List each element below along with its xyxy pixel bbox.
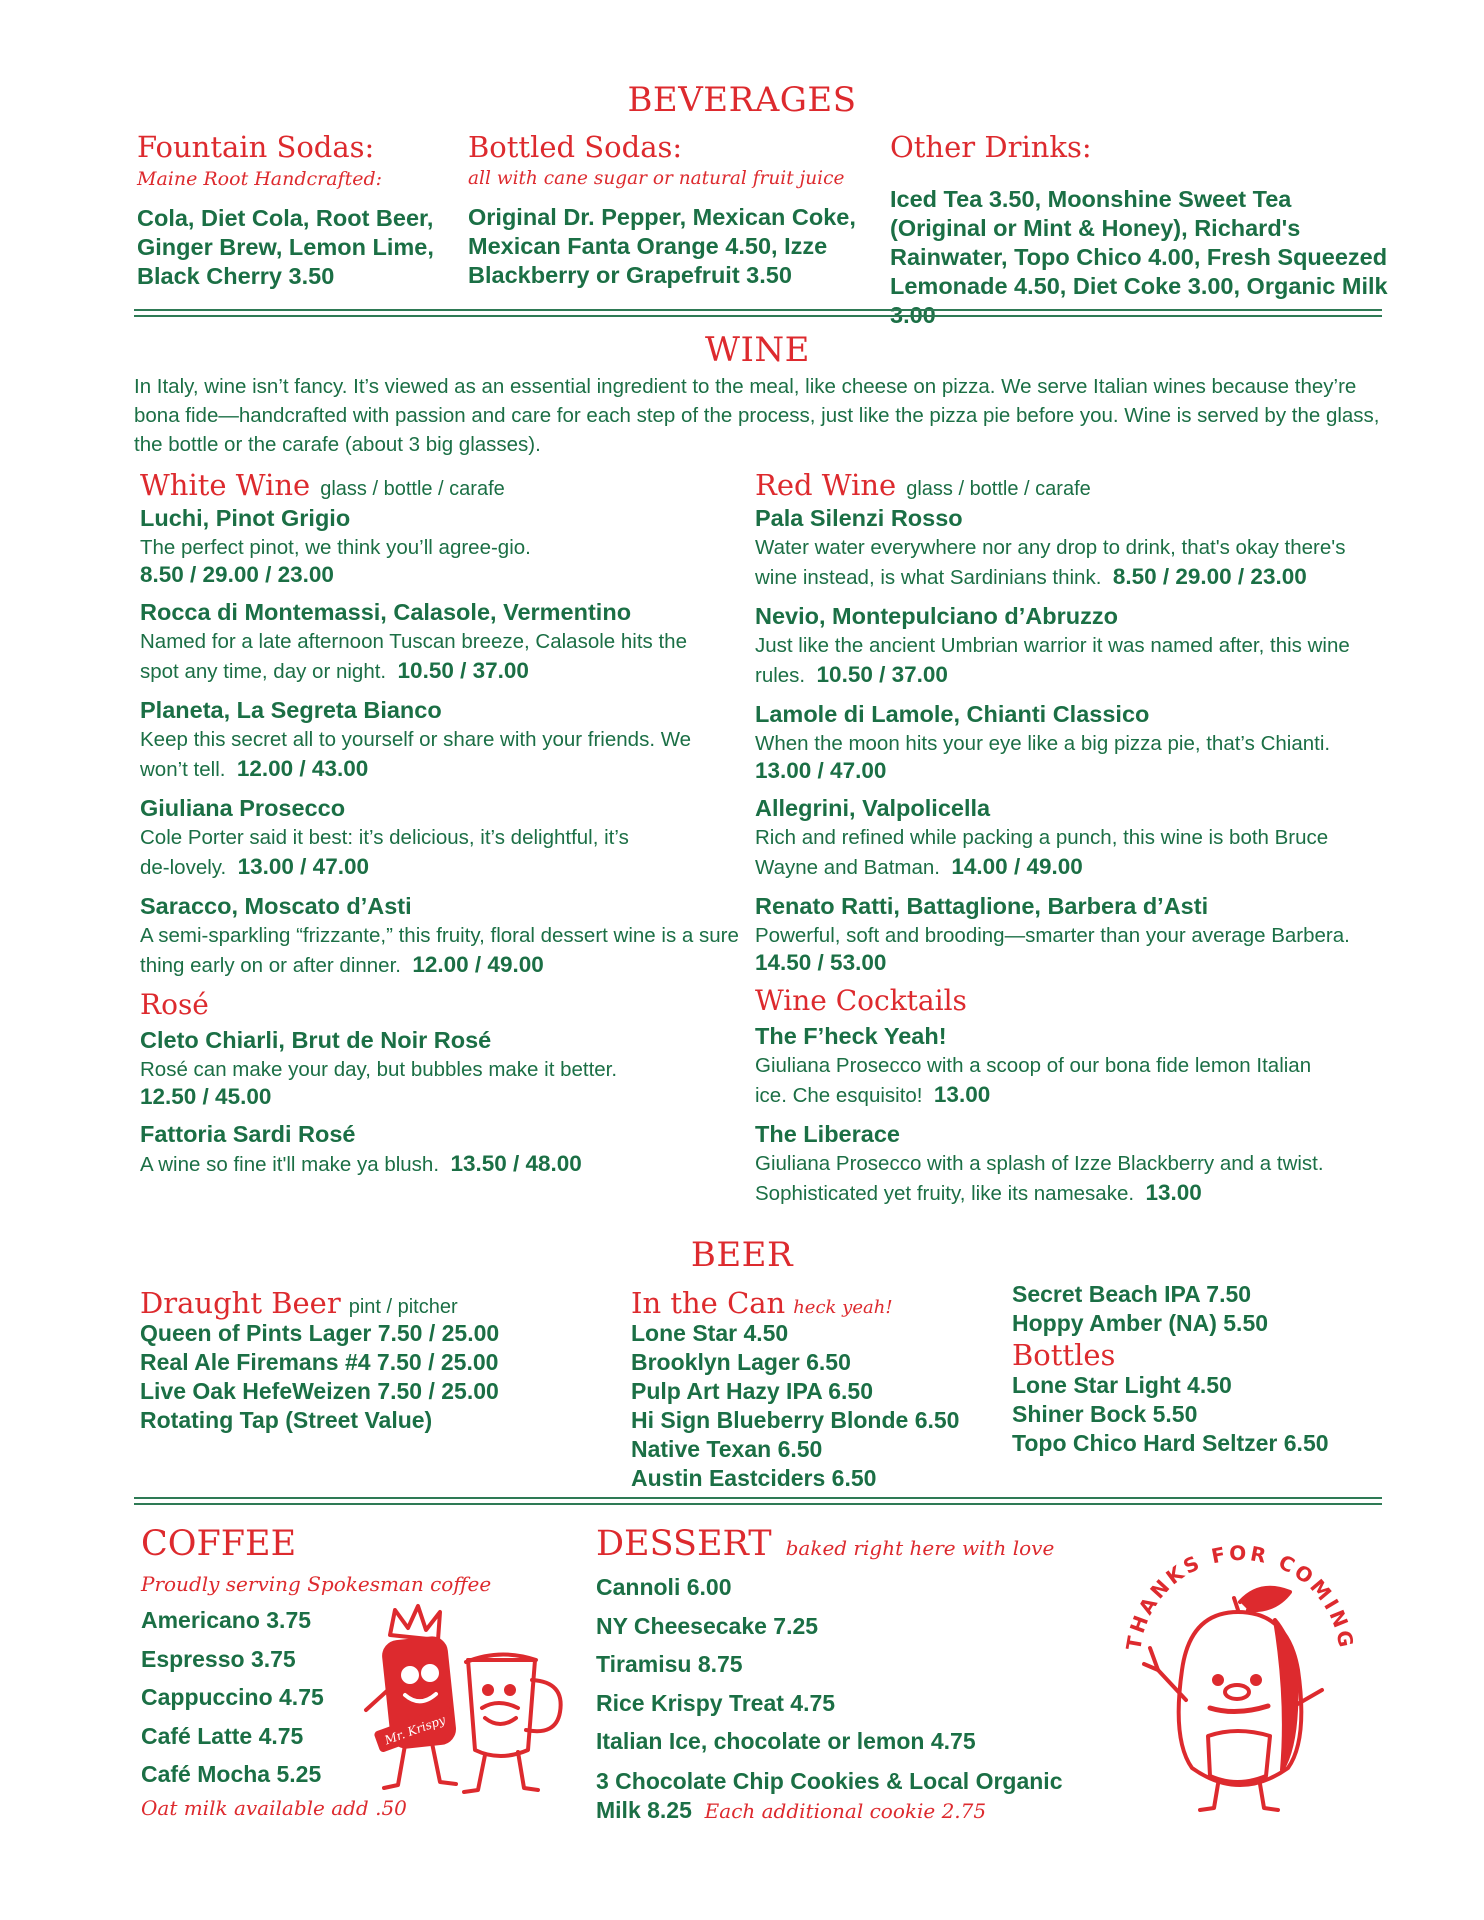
wine-description: When the moon hits your eye like a big pizza pie, that’s Chianti. bbox=[755, 732, 1331, 755]
wine-description-text: A wine so fine it'll make ya blush. bbox=[140, 1153, 440, 1176]
wine-description-text: Giuliana Prosecco with a splash of Izze Blackberry and a twist. Sophisticated yet fruity, like its namesake. bbox=[755, 1152, 1324, 1205]
wine-item bbox=[755, 794, 1385, 882]
coffee-title: COFFEE bbox=[141, 1524, 297, 1564]
white-wine-sizes: glass / bottle / carafe bbox=[320, 478, 505, 500]
list-item bbox=[596, 1767, 1116, 1826]
wine-item bbox=[140, 696, 740, 784]
wine-description bbox=[755, 631, 1355, 690]
fountain-sodas-column bbox=[137, 130, 467, 291]
white-wine-header bbox=[140, 468, 740, 504]
wine-price: 14.50 / 53.00 bbox=[755, 950, 887, 975]
draught-beer-column bbox=[140, 1286, 610, 1435]
wine-price: 10.50 / 37.00 bbox=[816, 662, 948, 687]
wine-description bbox=[140, 725, 715, 784]
white-wine-column bbox=[140, 468, 740, 1189]
wine-price: 13.00 / 47.00 bbox=[755, 758, 887, 783]
other-drinks-list: Iced Tea 3.50, Moonshine Sweet Tea (Original or Mint & Honey), Richard's Rainwater, Topo Chico 4.00, Fresh Squeezed Lemonade 4.50, Diet Coke 3.00, Organic Milk 3.00 bbox=[890, 186, 1388, 328]
bottled-sodas-column bbox=[468, 130, 888, 290]
list-item: Shiner Bock 5.50 bbox=[1012, 1401, 1198, 1427]
rose-title: Rosé bbox=[140, 988, 209, 1021]
wine-name: Fattoria Sardi Rosé bbox=[140, 1121, 356, 1147]
fountain-sodas-title: Fountain Sodas: bbox=[137, 130, 375, 164]
thanks-mascot-illustration bbox=[1110, 1540, 1370, 1820]
can-more-list bbox=[1012, 1280, 1382, 1338]
list-item: Topo Chico Hard Seltzer 6.50 bbox=[1012, 1430, 1329, 1456]
dessert-header bbox=[596, 1524, 1116, 1568]
wine-name: Cleto Chiarli, Brut de Noir Rosé bbox=[140, 1027, 492, 1053]
other-drinks-title: Other Drinks: bbox=[890, 130, 1092, 164]
list-item: Austin Eastciders 6.50 bbox=[631, 1465, 877, 1491]
wine-name: Pala Silenzi Rosso bbox=[755, 505, 963, 531]
wine-description-text: Water water everywhere nor any drop to drink, that's okay there's wine instead, is what Sardinians think. bbox=[755, 536, 1346, 589]
fountain-sodas-subtitle: Maine Root Handcrafted: bbox=[137, 168, 383, 190]
wine-item bbox=[140, 504, 740, 588]
beer-title: BEER bbox=[690, 1235, 794, 1275]
wine-item bbox=[755, 602, 1385, 690]
wine-price: 10.50 / 37.00 bbox=[397, 658, 529, 683]
wine-name: Luchi, Pinot Grigio bbox=[140, 505, 351, 531]
wine-name: Nevio, Montepulciano d’Abruzzo bbox=[755, 603, 1118, 629]
list-item: Tiramisu 8.75 bbox=[596, 1651, 743, 1677]
in-the-can-title: In the Can bbox=[631, 1286, 786, 1320]
bottled-sodas-list: Original Dr. Pepper, Mexican Coke, Mexican Fanta Orange 4.50, Izze Blackberry or Grapefruit 3.50 bbox=[468, 204, 856, 288]
in-the-can-list bbox=[631, 1319, 1011, 1493]
list-item: NY Cheesecake 7.25 bbox=[596, 1612, 819, 1639]
list-item: Brooklyn Lager 6.50 bbox=[631, 1349, 851, 1375]
list-item: Real Ale Firemans #4 7.50 / 25.00 bbox=[140, 1349, 499, 1375]
wine-description bbox=[755, 533, 1385, 592]
wine-price: 8.50 / 29.00 / 23.00 bbox=[1112, 564, 1307, 589]
in-the-can-subtitle: heck yeah! bbox=[793, 1297, 893, 1318]
wine-description bbox=[140, 627, 715, 686]
wine-description-text: Just like the ancient Umbrian warrior it was named after, this wine rules. bbox=[755, 634, 1350, 687]
wine-price: 14.00 / 49.00 bbox=[951, 854, 1083, 879]
wine-description-text: A semi-sparkling “frizzante,” this fruity, floral dessert wine is a sure thing early on or after dinner. bbox=[140, 924, 739, 977]
wine-description: Rosé can make your day, but bubbles make it better. bbox=[140, 1058, 618, 1081]
wine-price: 12.00 / 43.00 bbox=[236, 756, 369, 781]
dessert-subtitle: baked right here with love bbox=[785, 1536, 1055, 1560]
list-item: Café Latte 4.75 bbox=[141, 1722, 304, 1749]
cookie-item-line1: 3 Chocolate Chip Cookies & Local Organic bbox=[596, 1767, 1063, 1794]
mascot-label: Mr. Krispy bbox=[382, 1712, 448, 1748]
wine-price: 13.00 bbox=[933, 1082, 991, 1107]
bottles-title: Bottles bbox=[1012, 1338, 1116, 1372]
list-item: Secret Beach IPA 7.50 bbox=[1012, 1281, 1252, 1307]
in-the-can-column bbox=[631, 1286, 1011, 1493]
wine-item bbox=[140, 892, 740, 980]
wine-price: 13.00 / 47.00 bbox=[237, 854, 369, 879]
wine-title: WINE bbox=[705, 330, 810, 370]
beer-third-column bbox=[1012, 1280, 1382, 1458]
dessert-list bbox=[596, 1568, 1116, 1761]
list-item: Hi Sign Blueberry Blonde 6.50 bbox=[631, 1407, 960, 1433]
bottles-list bbox=[1012, 1371, 1382, 1458]
list-item: Cannoli 6.00 bbox=[596, 1574, 732, 1600]
wine-description-text: Keep this secret all to yourself or share with your friends. We won’t tell. bbox=[140, 728, 692, 781]
wine-description-text: Rich and refined while packing a punch, this wine is both Bruce Wayne and Batman. bbox=[755, 826, 1329, 879]
cookie-item-note: Each additional cookie 2.75 bbox=[704, 1798, 987, 1823]
divider-top bbox=[134, 309, 1382, 317]
list-item: Lone Star Light 4.50 bbox=[1012, 1372, 1232, 1398]
wine-item bbox=[755, 892, 1385, 976]
wine-description bbox=[755, 823, 1370, 882]
bottled-sodas-subtitle: all with cane sugar or natural fruit juice bbox=[468, 168, 845, 189]
red-wine-column bbox=[755, 468, 1385, 1218]
wine-name: Rocca di Montemassi, Calasole, Vermentino bbox=[140, 599, 632, 625]
white-wine-title: White Wine bbox=[140, 468, 311, 502]
wine-item bbox=[140, 1026, 740, 1110]
beverages-title: BEVERAGES bbox=[627, 80, 857, 120]
wine-description bbox=[755, 1149, 1335, 1208]
wine-item bbox=[140, 1120, 740, 1179]
other-drinks-column bbox=[890, 130, 1390, 330]
list-item: Espresso 3.75 bbox=[141, 1645, 296, 1672]
draught-beer-header bbox=[140, 1286, 610, 1319]
wine-item bbox=[755, 1022, 1385, 1110]
wine-description bbox=[140, 823, 640, 882]
cookie-item-price: Milk 8.25 bbox=[596, 1796, 692, 1823]
fountain-sodas-list: Cola, Diet Cola, Root Beer, Ginger Brew, Lemon Lime, Black Cherry 3.50 bbox=[137, 205, 434, 289]
wine-price: 13.00 bbox=[1145, 1180, 1202, 1205]
bottled-sodas-title: Bottled Sodas: bbox=[468, 130, 683, 164]
wine-item bbox=[755, 504, 1385, 592]
wine-description-text: Named for a late afternoon Tuscan breeze, Calasole hits the spot any time, day or night. bbox=[140, 630, 687, 683]
list-item: Queen of Pints Lager 7.50 / 25.00 bbox=[140, 1320, 500, 1346]
list-item: Cappuccino 4.75 bbox=[141, 1684, 324, 1710]
wine-price: 12.50 / 45.00 bbox=[140, 1084, 272, 1109]
wine-name: Allegrini, Valpolicella bbox=[755, 795, 991, 821]
divider-bottom bbox=[134, 1497, 1382, 1505]
wine-description: The perfect pinot, we think you’ll agree-gio. bbox=[140, 536, 531, 559]
wine-name: Renato Ratti, Battaglione, Barbera d’Asti bbox=[755, 893, 1209, 919]
draught-beer-list bbox=[140, 1319, 610, 1435]
list-item: Pulp Art Hazy IPA 6.50 bbox=[631, 1378, 873, 1404]
wine-description-text: Cole Porter said it best: it’s delicious, it’s delightful, it’s de-lovely. bbox=[140, 826, 629, 879]
wine-name: The F’heck Yeah! bbox=[755, 1023, 947, 1049]
red-wine-header bbox=[755, 468, 1385, 504]
wine-description-text: Giuliana Prosecco with a scoop of our bona fide lemon Italian ice. Che esquisito! bbox=[755, 1054, 1312, 1107]
wine-description bbox=[140, 1149, 740, 1179]
list-item: Lone Star 4.50 bbox=[631, 1320, 789, 1346]
thanks-text: THANKS FOR COMING bbox=[1121, 1540, 1359, 1652]
list-item: Americano 3.75 bbox=[141, 1607, 312, 1633]
wine-intro: In Italy, wine isn’t fancy. It’s viewed as an essential ingredient to the meal, like cheese on pizza. We serve Italian wines because they’re bona fide—handcrafted with passion and care for each step of the process, just like the pizza pie before you. Wine is served by the glass, the bottle or the carafe (about 3 big glasses). bbox=[134, 375, 1380, 456]
wine-price: 12.00 / 49.00 bbox=[412, 952, 544, 977]
list-item: Italian Ice, chocolate or lemon 4.75 bbox=[596, 1728, 976, 1754]
wine-item bbox=[140, 794, 740, 882]
list-item: Rice Krispy Treat 4.75 bbox=[596, 1689, 836, 1716]
list-item: Café Mocha 5.25 bbox=[141, 1761, 322, 1787]
wine-item bbox=[140, 598, 740, 686]
wine-description bbox=[755, 1051, 1315, 1110]
draught-beer-title: Draught Beer bbox=[140, 1286, 341, 1320]
oat-milk-note: Oat milk available add .50 bbox=[141, 1795, 407, 1820]
red-wine-sizes: glass / bottle / carafe bbox=[906, 478, 1091, 500]
coffee-mascot-illustration bbox=[360, 1600, 580, 1800]
red-wine-title: Red Wine bbox=[755, 468, 897, 502]
coffee-subtitle: Proudly serving Spokesman coffee bbox=[141, 1572, 492, 1596]
wine-description: Powerful, soft and brooding—smarter than your average Barbera. bbox=[755, 924, 1350, 947]
wine-name: Lamole di Lamole, Chianti Classico bbox=[755, 701, 1150, 727]
wine-cocktails-title: Wine Cocktails bbox=[755, 984, 967, 1017]
list-item: Hoppy Amber (NA) 5.50 bbox=[1012, 1310, 1269, 1336]
draught-beer-sizes: pint / pitcher bbox=[348, 1296, 458, 1318]
cookie-item-line2 bbox=[596, 1796, 1116, 1826]
wine-description bbox=[140, 921, 740, 980]
wine-item bbox=[755, 700, 1385, 784]
list-item: Rotating Tap (Street Value) bbox=[140, 1407, 433, 1433]
wine-name: The Liberace bbox=[755, 1121, 900, 1147]
list-item: Native Texan 6.50 bbox=[631, 1436, 823, 1462]
wine-name: Giuliana Prosecco bbox=[140, 795, 346, 821]
wine-price: 8.50 / 29.00 / 23.00 bbox=[140, 562, 334, 587]
wine-name: Saracco, Moscato d’Asti bbox=[140, 893, 412, 919]
in-the-can-header bbox=[631, 1286, 1011, 1319]
wine-name: Planeta, La Segreta Bianco bbox=[140, 697, 442, 723]
list-item: Live Oak HefeWeizen 7.50 / 25.00 bbox=[140, 1378, 499, 1404]
wine-price: 13.50 / 48.00 bbox=[450, 1151, 582, 1176]
wine-item bbox=[755, 1120, 1385, 1208]
dessert-section bbox=[596, 1524, 1116, 1826]
dessert-title: DESSERT bbox=[596, 1524, 772, 1564]
